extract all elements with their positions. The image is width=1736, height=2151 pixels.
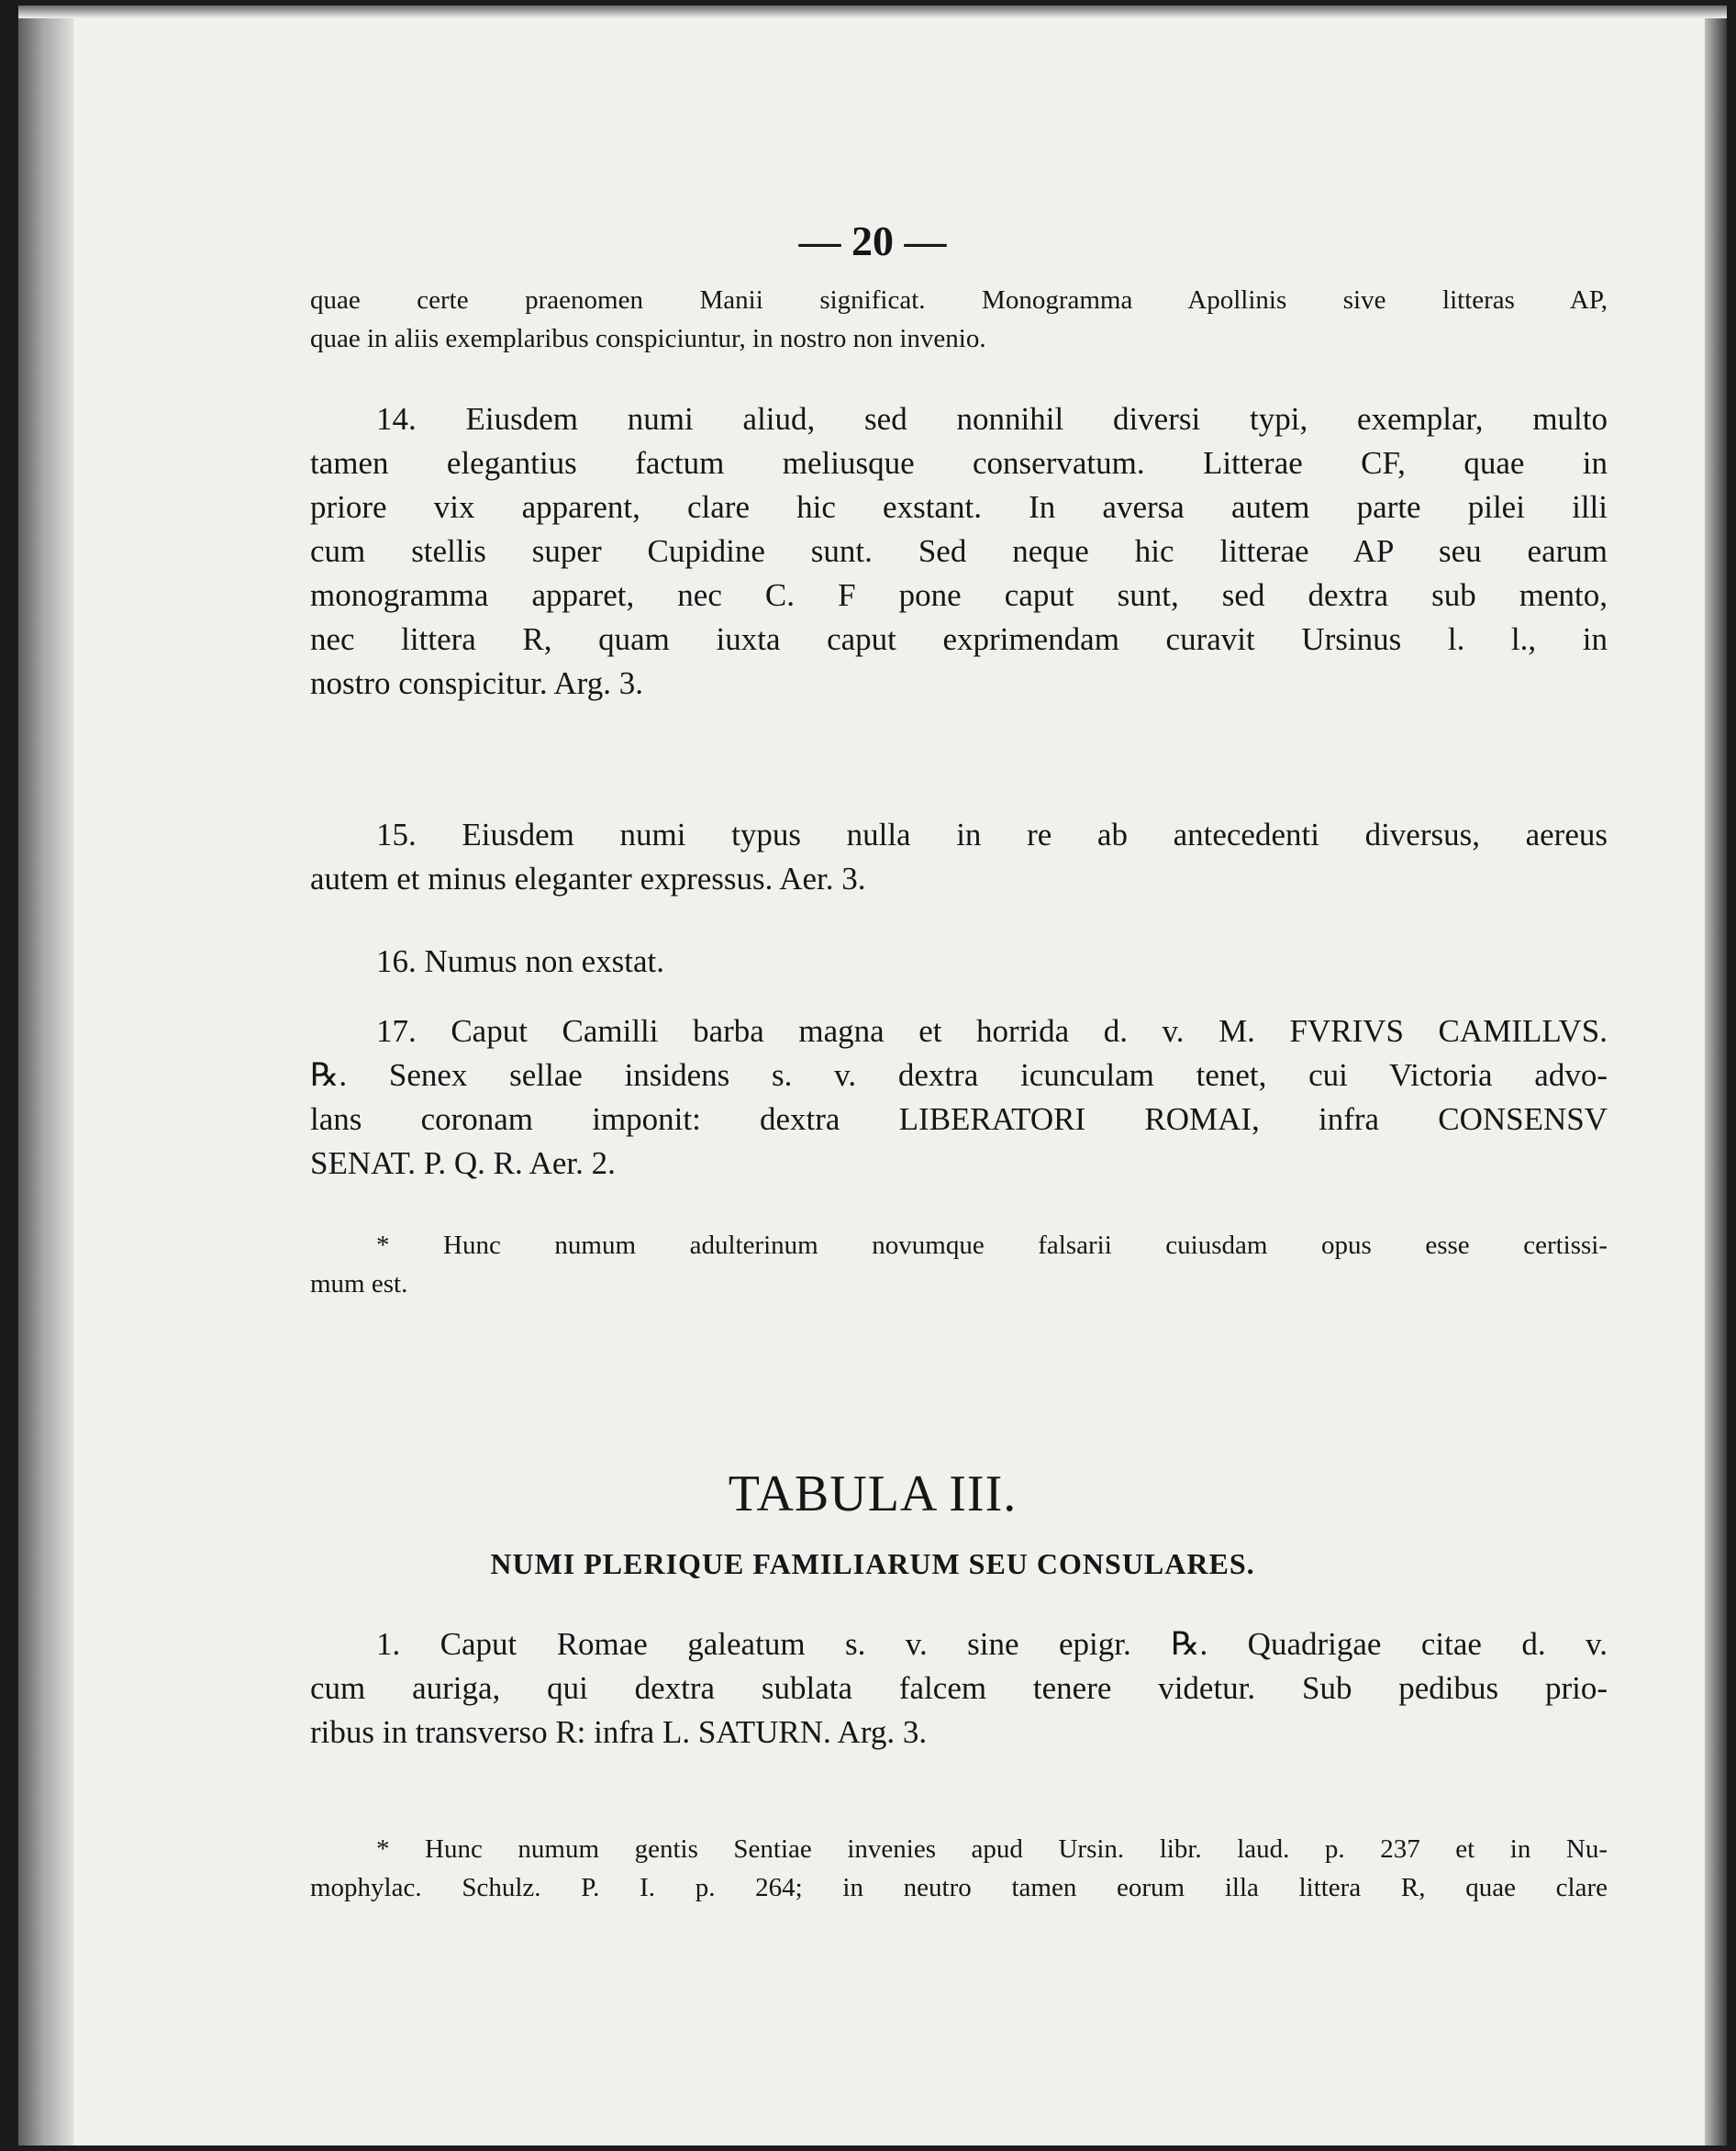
- text-line: 17. Caput Camilli barba magna et horrida d. v. M. FVRIVS CAMILLVS.: [376, 1013, 1608, 1049]
- text-line: nostro conspicitur. Arg. 3.: [310, 665, 643, 701]
- entry-15: [310, 813, 1608, 901]
- text-line: 14. Eiusdem numi aliud, sed nonnihil diversi typi, exemplar, multo: [376, 401, 1608, 437]
- text-line: ℞. Senex sellae insidens s. v. dextra icunculam tenet, cui Victoria advo-: [310, 1057, 1608, 1093]
- tabula-subtitle: NUMI PLERIQUE FAMILIARUM SEU CONSULARES.: [490, 1547, 1255, 1580]
- tabula-title: TABULA III.: [728, 1466, 1018, 1522]
- text-line: priore vix apparent, clare hic exstant. In aversa autem parte pilei illi: [310, 489, 1608, 525]
- text-line: quae certe praenomen Manii significat. Monogramma Apollinis sive litteras AP,: [310, 285, 1608, 315]
- text-line: quae in aliis exemplaribus conspiciuntur, in nostro non invenio.: [310, 324, 986, 353]
- page-number-header: — 20 —: [798, 217, 947, 264]
- text-line: 1. Caput Romae galeatum s. v. sine epigr. ℞. Quadrigae citae d. v.: [376, 1626, 1608, 1662]
- text-line: autem et minus eleganter expressus. Aer. 3.: [310, 861, 866, 897]
- text-line: ribus in transverso R: infra L. SATURN. Arg. 3.: [310, 1714, 928, 1750]
- footnote-line: mophylac. Schulz. P. I. p. 264; in neutro tamen eorum illa littera R, quae clare: [310, 1873, 1608, 1902]
- text-line: monogramma apparet, nec C. F pone caput sunt, sed dextra sub mento,: [310, 577, 1608, 613]
- text-line: nec littera R, quam iuxta caput exprimendam curavit Ursinus l. l., in: [310, 621, 1608, 657]
- text-line: lans coronam imponit: dextra LIBERATORI ROMAI, infra CONSENSV: [310, 1101, 1608, 1137]
- page-top-edge: [18, 6, 1727, 18]
- text-line: SENAT. P. Q. R. Aer. 2.: [310, 1145, 616, 1181]
- page-gutter-shadow: [18, 6, 73, 2145]
- entry-14: [310, 397, 1608, 706]
- entry-16: [310, 940, 1608, 984]
- book-page: [18, 6, 1727, 2145]
- footnote-2: [310, 1830, 1608, 1907]
- entry-13-continuation: [310, 281, 1608, 358]
- entry-17: [310, 1009, 1608, 1186]
- tabula-entry-1: [310, 1622, 1608, 1755]
- text-line: 15. Eiusdem numi typus nulla in re ab antecedenti diversus, aereus: [376, 817, 1608, 853]
- footnote-line: * Hunc numum adulterinum novumque falsarii cuiusdam opus esse certissi-: [376, 1231, 1608, 1260]
- footnote-line: * Hunc numum gentis Sentiae invenies apud Ursin. libr. laud. p. 237 et in Nu-: [376, 1834, 1608, 1864]
- text-line: 16. Numus non exstat.: [376, 943, 665, 979]
- page-right-edge: [1705, 6, 1727, 2145]
- text-line: cum auriga, qui dextra sublata falcem tenere videtur. Sub pedibus prio-: [310, 1670, 1608, 1706]
- text-line: tamen elegantius factum meliusque conservatum. Litterae CF, quae in: [310, 445, 1608, 481]
- footnote-line: mum est.: [310, 1269, 408, 1298]
- text-line: cum stellis super Cupidine sunt. Sed neque hic litterae AP seu earum: [310, 533, 1608, 569]
- footnote-1: [310, 1226, 1608, 1303]
